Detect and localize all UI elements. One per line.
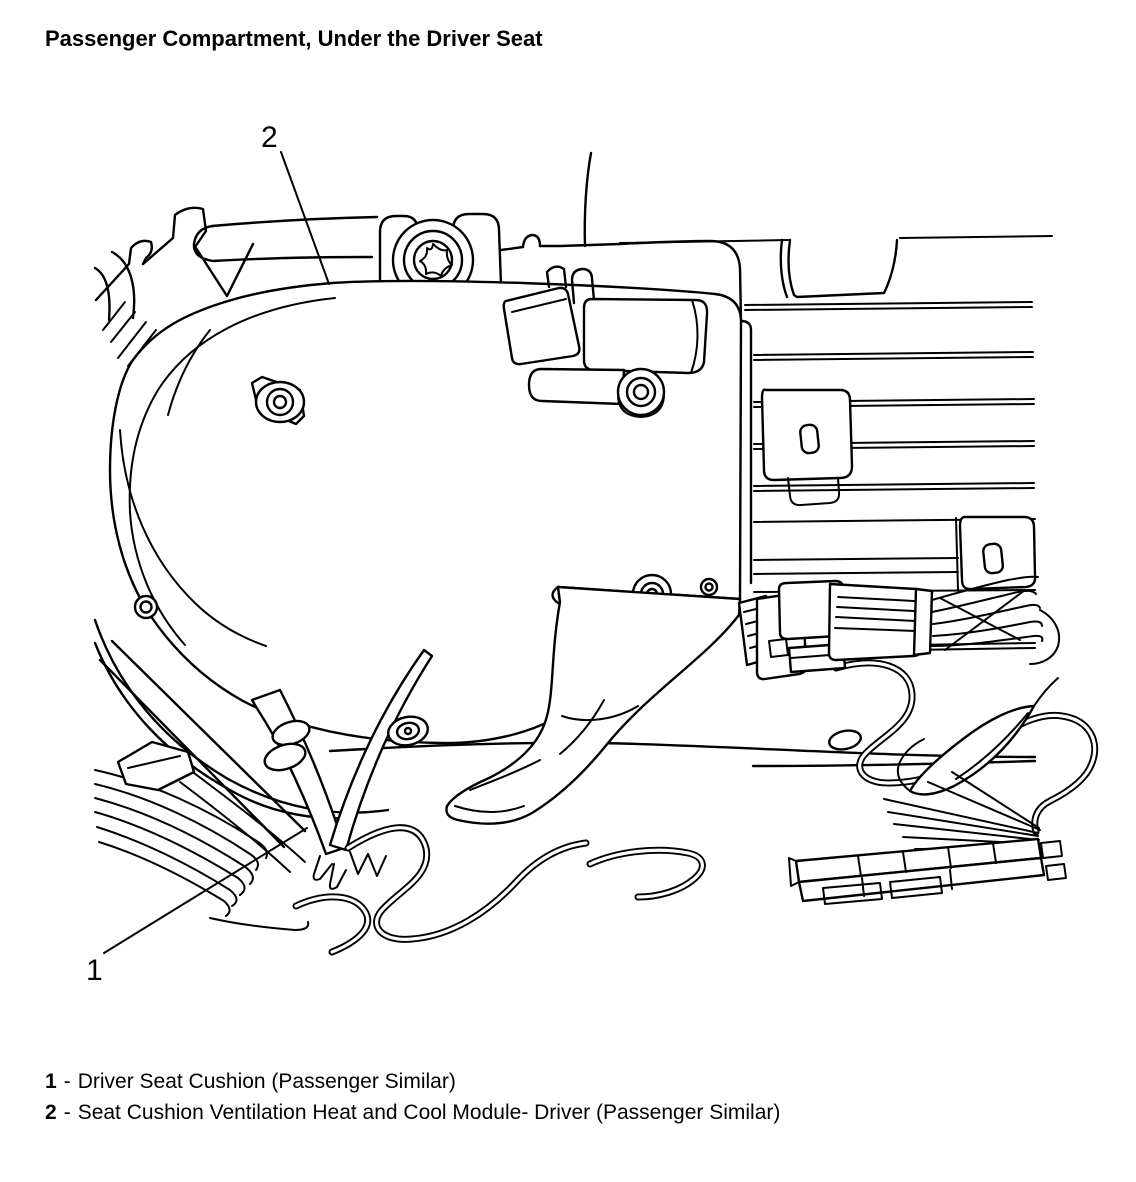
legend-item-label: Driver Seat Cushion (Passenger Similar) xyxy=(77,1070,456,1093)
frame-riser-line xyxy=(585,153,591,246)
callout-1-label: 1 xyxy=(86,954,103,987)
pan-lower-edge xyxy=(330,743,1035,757)
arc-screw xyxy=(135,596,157,618)
pan-notch xyxy=(789,240,897,297)
legend-item-label: Seat Cushion Ventilation Heat and Cool Module- Driver (Passenger Similar) xyxy=(77,1101,781,1124)
legend-item-number: 1 xyxy=(45,1070,57,1093)
page-title: Passenger Compartment, Under the Driver Seat xyxy=(45,26,543,51)
legend-item-separator: - xyxy=(63,1070,71,1093)
legend-item-1 xyxy=(45,1066,780,1097)
small-bolt xyxy=(701,579,717,595)
harness-fan-block xyxy=(789,678,1066,904)
legend-item-2 xyxy=(45,1097,780,1128)
callout-1-leader xyxy=(104,828,307,953)
harness-connector xyxy=(739,577,1059,679)
module-ledge xyxy=(529,369,624,404)
ledge-screw xyxy=(618,369,664,417)
callout-2-label: 2 xyxy=(261,121,278,154)
module-top-box xyxy=(584,299,707,373)
legend xyxy=(45,1066,780,1128)
legend-item-separator: - xyxy=(63,1101,71,1124)
pan-hole xyxy=(827,728,862,752)
legend-item-number: 2 xyxy=(45,1101,57,1124)
spring-claws xyxy=(314,856,346,889)
pan-bracket-upper xyxy=(762,390,852,505)
pan-bracket-lower xyxy=(956,517,1035,590)
